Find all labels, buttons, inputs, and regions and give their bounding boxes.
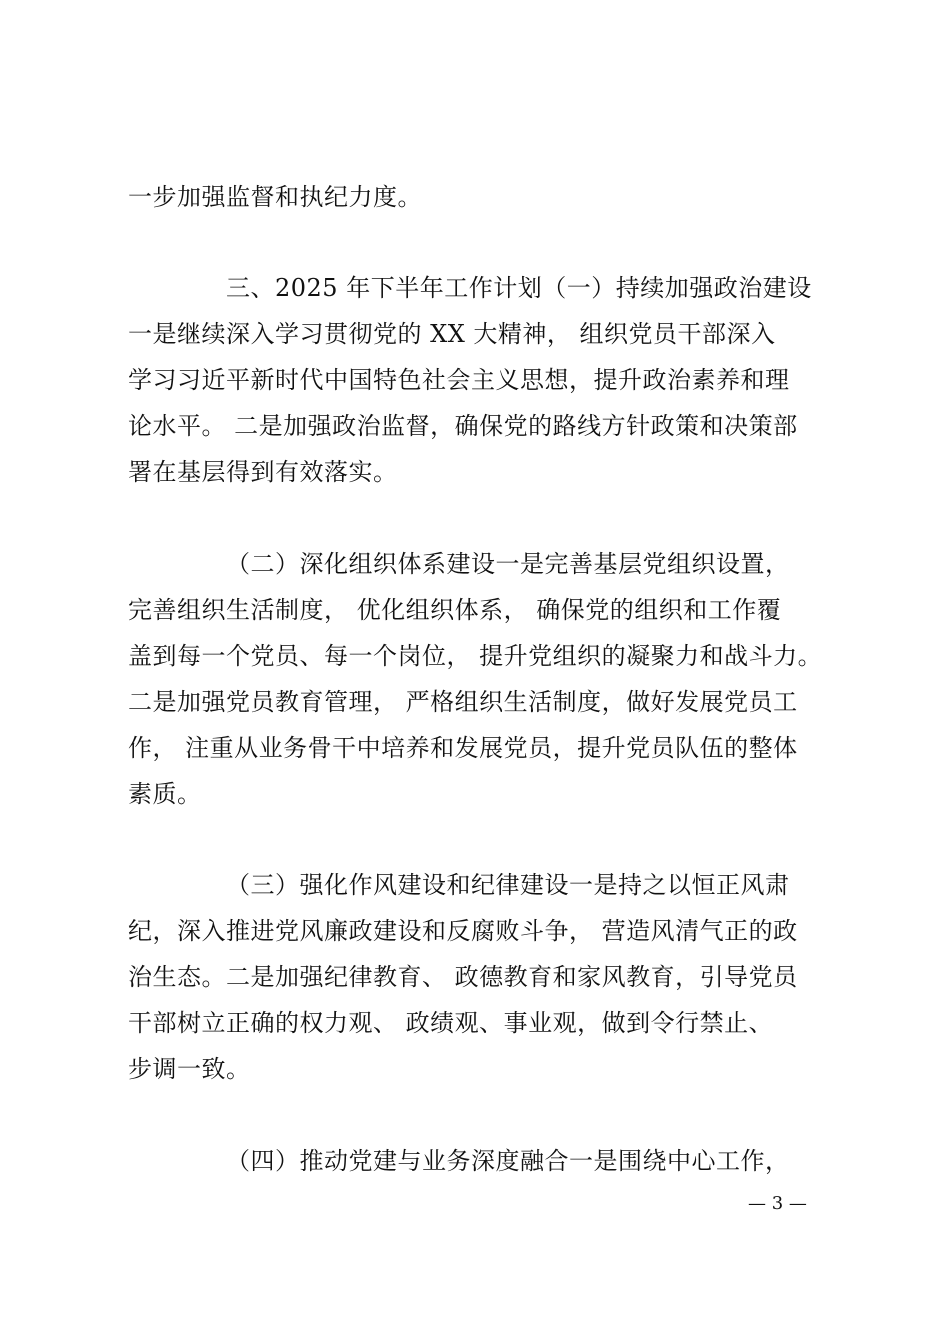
text-line: 一步加强监督和执纪力度。 xyxy=(128,183,422,211)
subsection-heading: （三）强化作风建设和纪律建设一是持之以恒正风肃 xyxy=(226,871,790,899)
text-line: 一是继续深入学习贯彻党的 XX 大精神， 组织党员干部深入 xyxy=(128,320,776,348)
text-line: 干部树立正确的权力观、 政绩观、事业观，做到令行禁止、 xyxy=(128,1009,774,1037)
text-line: 署在基层得到有效落实。 xyxy=(128,458,398,486)
text-line: 步调一致。 xyxy=(128,1055,251,1083)
text-line: 治生态。二是加强纪律教育、 政德教育和家风教育，引导党员 xyxy=(128,963,798,991)
subsection-heading: （二）深化组织体系建设一是完善基层党组织设置， xyxy=(226,550,790,578)
text-line: 盖到每一个党员、每一个岗位， 提升党组织的凝聚力和战斗力。 xyxy=(128,642,823,670)
section-heading: 三、2025 年下半年工作计划（一）持续加强政治建设 xyxy=(226,274,812,302)
text-line: 纪，深入推进党风廉政建设和反腐败斗争， 营造风清气正的政 xyxy=(128,917,798,945)
text-line: 二是加强党员教育管理， 严格组织生活制度，做好发展党员工 xyxy=(128,688,798,716)
text-line: 素质。 xyxy=(128,780,202,808)
text-line: 作， 注重从业务骨干中培养和发展党员，提升党员队伍的整体 xyxy=(128,734,798,762)
subsection-heading: （四）推动党建与业务深度融合一是围绕中心工作， xyxy=(226,1147,790,1175)
text-line: 论水平。 二是加强政治监督，确保党的路线方针政策和决策部 xyxy=(128,412,798,440)
text-line: 学习习近平新时代中国特色社会主义思想，提升政治素养和理 xyxy=(128,366,790,394)
page-number: — 3 — xyxy=(748,1193,807,1214)
text-line: 完善组织生活制度， 优化组织体系， 确保党的组织和工作覆 xyxy=(128,596,782,624)
